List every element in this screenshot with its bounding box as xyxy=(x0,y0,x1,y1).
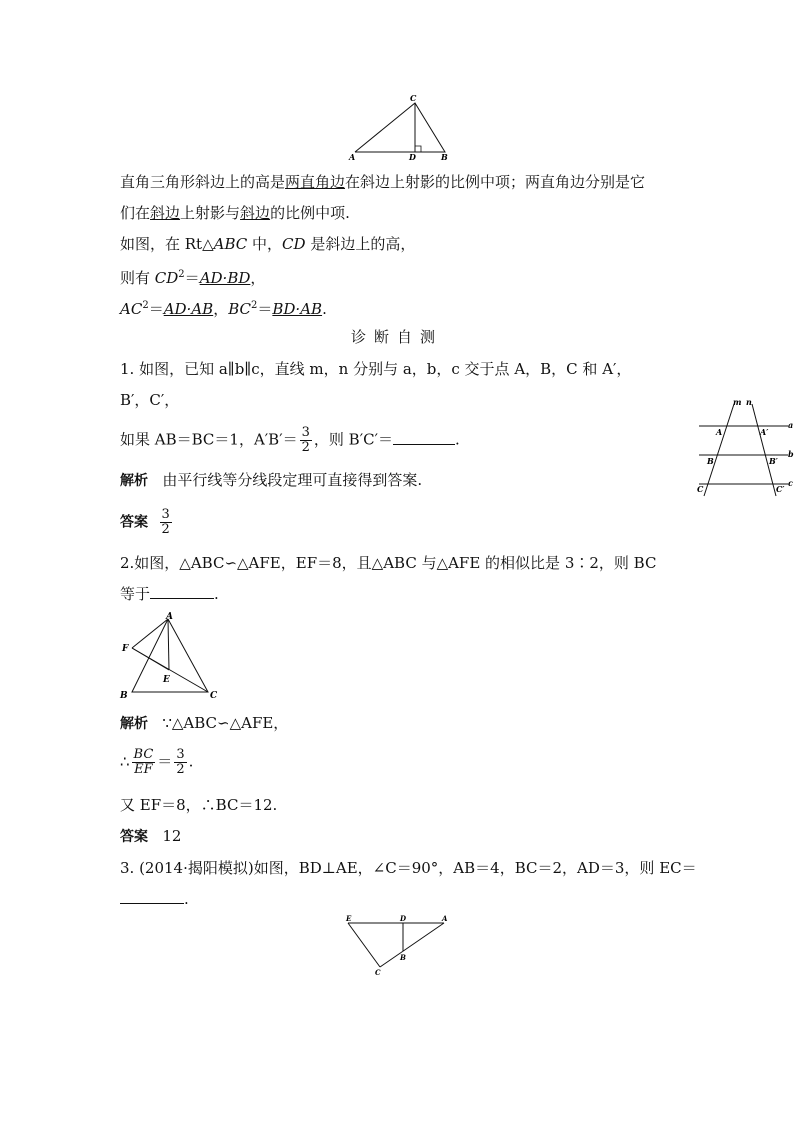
answer-blank[interactable] xyxy=(120,889,184,904)
text: 如果 AB＝BC＝1，A′B′＝ xyxy=(120,430,298,449)
para2 xyxy=(120,234,415,254)
label-c: C xyxy=(210,691,218,701)
para3 xyxy=(120,265,265,288)
label-c: C xyxy=(410,93,417,103)
line-m xyxy=(704,404,734,496)
answer-blank[interactable] xyxy=(393,430,455,445)
text: 上射影与 xyxy=(180,204,241,222)
label-n: n xyxy=(746,397,752,407)
q2-line2 xyxy=(120,584,219,604)
triangle-abc xyxy=(132,619,208,692)
math: CD xyxy=(154,269,179,287)
math: ABC xyxy=(213,235,248,253)
q2-solution xyxy=(120,713,288,734)
q1-line3 xyxy=(120,426,460,455)
fraction-bc-ef xyxy=(132,748,156,777)
figure-parallel-lines xyxy=(694,396,794,500)
label-line-b: b xyxy=(788,449,794,459)
numerator: 3 xyxy=(176,747,185,762)
text: 如图，在 Rt△ xyxy=(120,235,214,253)
label-c: C xyxy=(375,968,381,977)
text: ， xyxy=(250,269,266,287)
label-line-a: a xyxy=(788,420,794,430)
para1-line2 xyxy=(120,203,350,223)
math: BC xyxy=(228,300,251,318)
text: . xyxy=(184,890,189,908)
math: CD xyxy=(282,235,306,253)
underlined-term: 斜边 xyxy=(150,204,181,222)
fraction xyxy=(300,426,312,455)
q3-line2 xyxy=(120,889,189,909)
triangle-outline xyxy=(355,103,445,152)
text: ＝ xyxy=(148,300,164,318)
answer-fraction xyxy=(160,508,172,537)
text: . xyxy=(214,585,219,603)
section-heading: 诊断自测 xyxy=(350,328,443,346)
exponent: 2 xyxy=(178,269,185,280)
denominator: EF xyxy=(134,762,153,777)
math: AC xyxy=(120,300,143,318)
solution-text: ∵△ABC∽△AFE， xyxy=(162,714,289,732)
math-underlined: AD·BD xyxy=(199,269,251,287)
q2-again: 又 EF＝8，∴BC＝12. xyxy=(120,796,278,814)
label-a: A xyxy=(349,152,356,162)
para4 xyxy=(120,296,327,319)
text: ，则 B′C′＝ xyxy=(313,430,393,449)
solution-text: 由平行线等分线段定理可直接得到答案. xyxy=(162,471,423,489)
q3-line1: 3. (2014·揭阳模拟)如图，BD⊥AE，∠C＝90°，AB＝4，BC＝2，AD＝3，则 EC＝ xyxy=(120,859,697,877)
line-n xyxy=(752,404,776,496)
label-a: A xyxy=(166,612,173,622)
label-b: B xyxy=(441,152,448,162)
answer-text: 12 xyxy=(162,827,182,845)
label-d: D xyxy=(409,152,416,162)
text: ， xyxy=(213,300,229,318)
text: 等于 xyxy=(120,585,151,603)
underlined-term: 斜边 xyxy=(240,204,271,222)
label-a-point: A xyxy=(716,427,723,437)
label-b: B xyxy=(120,691,128,701)
text: 直角三角形斜边上的高是 xyxy=(120,173,286,191)
answer-blank[interactable] xyxy=(150,584,214,599)
answer-label: 答案 xyxy=(120,514,148,531)
label-b-point: B xyxy=(707,456,714,466)
therefore-symbol: ∴ xyxy=(120,752,130,771)
text: 的比例中项. xyxy=(270,204,350,222)
numerator: 3 xyxy=(301,425,310,440)
exponent: 2 xyxy=(250,300,258,311)
solution-label: 解析 xyxy=(120,716,148,732)
label-a-prime: A′ xyxy=(760,427,769,437)
label-e: E xyxy=(163,675,170,685)
figure-similar-triangles xyxy=(116,612,226,704)
segment-ae xyxy=(168,619,169,670)
text: . xyxy=(188,752,194,771)
segment-ca xyxy=(380,923,444,967)
label-b-prime: B′ xyxy=(769,456,778,466)
exponent: 2 xyxy=(142,300,149,311)
numerator: 3 xyxy=(161,507,170,522)
math-underlined: AD·AB xyxy=(163,300,214,318)
denominator: 2 xyxy=(301,440,310,455)
segment-af xyxy=(132,619,168,648)
answer-label: 答案 xyxy=(120,829,148,845)
text: ＝ xyxy=(257,300,273,318)
figure-right-triangle xyxy=(345,92,455,162)
text: 则有 xyxy=(120,269,155,287)
label-f: F xyxy=(122,644,129,654)
numerator: BC xyxy=(133,747,154,762)
q1-solution xyxy=(120,470,422,491)
q1-answer xyxy=(120,508,174,537)
para1-line1 xyxy=(120,172,645,192)
label-line-c: c xyxy=(788,478,793,488)
text: 在斜边上射影的比例中项；两直角边分别是它 xyxy=(345,173,646,191)
label-d: D xyxy=(400,914,407,923)
denominator: 2 xyxy=(161,522,170,537)
q1-line1: 1. 如图，已知 a∥b∥c，直线 m，n 分别与 a，b，c 交于点 A，B，C 和 A′， xyxy=(120,360,632,378)
label-a: A xyxy=(442,914,448,923)
q1-line2: B′，C′， xyxy=(120,391,180,409)
text: . xyxy=(322,300,327,318)
text: 是斜边上的高， xyxy=(305,235,416,253)
text: ＝ xyxy=(184,269,200,287)
denominator: 2 xyxy=(176,762,185,777)
text: 中， xyxy=(247,235,283,253)
solution-label: 解析 xyxy=(120,473,148,489)
math-underlined: BD·AB xyxy=(272,300,323,318)
label-c-point: C xyxy=(697,484,704,494)
fraction-3-2 xyxy=(174,748,186,777)
label-m: m xyxy=(733,397,742,407)
figure-q3-triangle xyxy=(340,910,455,978)
underlined-term: 两直角边 xyxy=(285,173,346,191)
q2-ratio xyxy=(120,748,193,777)
q2-line1: 2.如图，△ABC∽△AFE，EF＝8，且△ABC 与△AFE 的相似比是 3∶2，则 BC xyxy=(120,554,657,572)
text: . xyxy=(455,430,460,449)
text: ＝ xyxy=(157,752,173,771)
segment-ec xyxy=(348,923,380,967)
label-e: E xyxy=(346,914,352,923)
label-c-prime: C′ xyxy=(776,484,785,494)
label-b: B xyxy=(400,953,406,962)
text: 们在 xyxy=(120,204,151,222)
q2-answer xyxy=(120,826,181,847)
